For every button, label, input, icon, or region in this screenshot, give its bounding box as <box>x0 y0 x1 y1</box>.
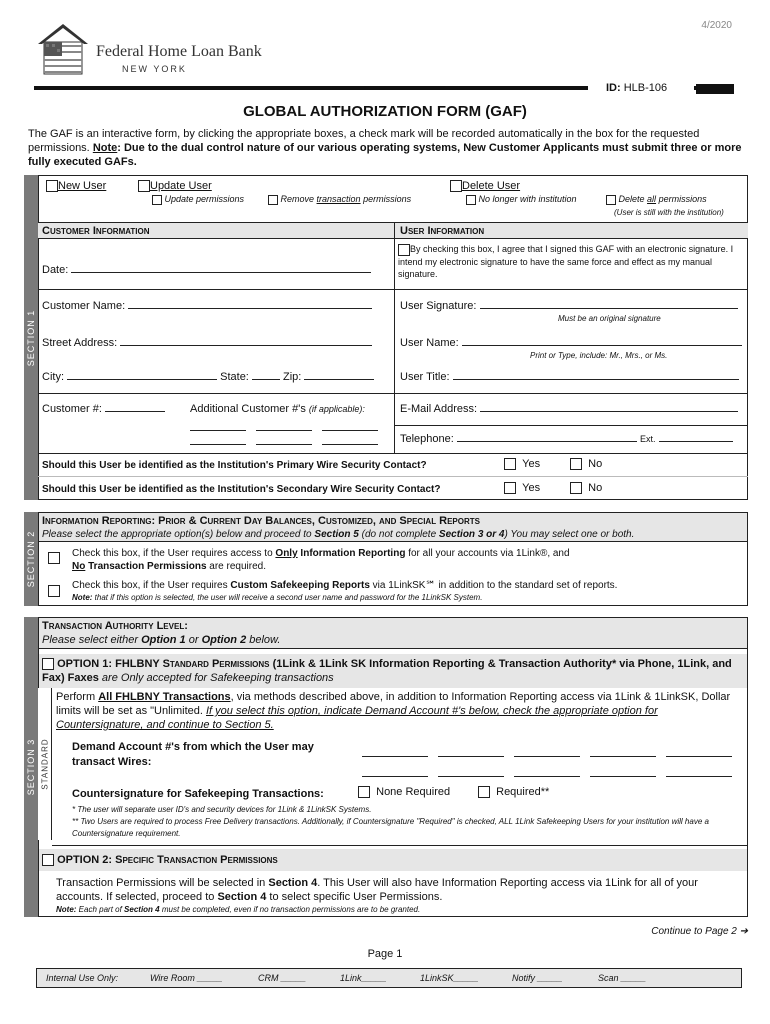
update-permissions-checkbox[interactable] <box>152 195 162 205</box>
fhlbny-logo <box>34 22 92 78</box>
section-3-instructions: Please select either Option 1 or Option 2 below. <box>42 634 281 646</box>
update-user-checkbox[interactable] <box>138 180 150 192</box>
option-2-description: Transaction Permissions will be selected in Section 4. This User will also have Information Reporting access via 1Link for all of your accounts. If selected, proceed to Section 4 to select specific User Permissions. <box>56 877 698 903</box>
none-required-option[interactable]: None Required <box>358 786 450 798</box>
section-2-instructions: Please select the appropriate option(s) below and proceed to Section 5 (do not complete Section 3 or 4) You may select one or both. <box>42 529 635 540</box>
option-2-title[interactable]: OPTION 2: Specific Transaction Permissions <box>42 854 278 866</box>
primary-no[interactable]: No <box>570 458 602 470</box>
user-signature-field[interactable]: User Signature: <box>400 300 738 312</box>
additional-customer-label: Additional Customer #'s (if applicable): <box>190 403 365 415</box>
scan-field: Scan _____ <box>598 973 647 983</box>
required-checkbox[interactable] <box>478 786 490 798</box>
secondary-yes[interactable]: Yes <box>504 482 540 494</box>
option-2-note: Note: Each part of Section 4 must be completed, even if no transaction permissions are to be granted. <box>56 905 421 914</box>
continue-link[interactable]: Continue to Page 2 ➔ <box>651 926 748 937</box>
user-name-field[interactable]: User Name: <box>400 337 742 349</box>
customer-number-field[interactable]: Customer #: <box>42 403 165 415</box>
secondary-yes-checkbox[interactable] <box>504 482 516 494</box>
required-option[interactable]: Required** <box>478 786 549 798</box>
notify-field: Notify _____ <box>512 973 563 983</box>
user-title-field[interactable]: User Title: <box>400 371 739 383</box>
delete-user-option[interactable]: Delete User <box>450 180 520 192</box>
esign-agreement[interactable]: By checking this box, I agree that I signed this GAF with an electronic signature. I intend my electronic signature to have the same force and effect as my manual signature. <box>398 244 734 279</box>
delete-all-option[interactable]: Delete all permissions <box>606 194 707 205</box>
page-number: Page 1 <box>367 948 403 960</box>
primary-no-checkbox[interactable] <box>570 458 582 470</box>
form-id: ID: HLB-106 <box>606 82 668 94</box>
crm-field: CRM _____ <box>258 973 307 983</box>
page-title: GLOBAL AUTHORIZATION FORM (GAF) <box>243 103 527 120</box>
internal-use-label: Internal Use Only: <box>46 973 119 983</box>
email-field[interactable]: E-Mail Address: <box>400 403 738 415</box>
still-with-note: (User is still with the institution) <box>614 208 724 217</box>
date-field[interactable]: Date: <box>42 264 371 276</box>
customer-info-heading: Customer Information <box>42 225 150 237</box>
remove-permissions-checkbox[interactable] <box>268 195 278 205</box>
city-state-zip-field[interactable]: City: State: Zip: <box>42 371 374 383</box>
logo-sub: NEW YORK <box>122 64 187 74</box>
demand-account-fields[interactable] <box>362 744 732 762</box>
no-longer-checkbox[interactable] <box>466 195 476 205</box>
info-reporting-only-checkbox[interactable] <box>48 549 60 567</box>
no-longer-option[interactable]: No longer with institution <box>466 194 577 205</box>
standard-bar: STANDARD <box>38 688 52 840</box>
must-be-original-note: Must be an original signature <box>558 314 661 323</box>
delete-user-checkbox[interactable] <box>450 180 462 192</box>
option-1-title[interactable]: OPTION 1: FHLBNY Standard Permissions (1Link & 1Link SK Information Reporting & Transaction Authority* via Phone, 1Link, and Fax) Faxes are Only accepted for Safekeeping transactions <box>42 658 732 684</box>
secondary-no-checkbox[interactable] <box>570 482 582 494</box>
street-address-field[interactable]: Street Address: <box>42 337 372 349</box>
remove-permissions-option[interactable]: Remove transaction permissions <box>268 194 411 205</box>
new-user-option[interactable]: New User <box>46 180 106 192</box>
option-2-checkbox[interactable] <box>42 854 54 866</box>
section-1-bar: SECTION 1 <box>24 175 38 500</box>
user-info-heading: User Information <box>400 225 485 237</box>
option-1-description: Perform All FHLBNY Transactions, via methods described above, in addition to Information Reporting access via 1Link & 1LinkSK, Dollar limits will be set as "Unlimited. If you select this option, indicate Demand Account #'s below, check the appropriate option for Countersignature, and continue to Section 5. <box>56 691 731 731</box>
esign-checkbox[interactable] <box>398 244 410 256</box>
form-date: 4/2020 <box>701 20 732 31</box>
section-3-bar: SECTION 3 <box>24 617 38 917</box>
section-2-heading: Information Reporting: Prior & Current Day Balances, Customized, and Special Reports <box>42 515 480 527</box>
section-3-heading: Transaction Authority Level: <box>42 620 188 632</box>
update-permissions-option[interactable]: Update permissions <box>152 194 244 205</box>
custom-safekeeping-checkbox[interactable] <box>48 582 60 600</box>
print-or-type-note: Print or Type, include: Mr., Mrs., or Ms. <box>530 351 668 360</box>
intro-text: The GAF is an interactive form, by clicking the appropriate boxes, a check mark will be recorded automatically in the box for the requested permissions. Note: Due to the dual control nature of our various operating systems, New Customer Applicants must submit three or more fully executed GAFs. <box>28 128 742 168</box>
custom-safekeeping-note: Note: that if this option is selected, the user will receive a second user name and password for the 1LinkSK System. <box>72 593 483 602</box>
primary-yes-checkbox[interactable] <box>504 458 516 470</box>
info-reporting-only-option: Check this box, if the User requires access to Only Information Reporting for all your accounts via 1Link®, and No Transaction Permissions are required. <box>72 548 570 572</box>
logo-name: Federal Home Loan Bank <box>96 43 262 60</box>
demand-account-label: Demand Account #'s from which the User may transact Wires: <box>72 741 314 768</box>
wire-room-field: Wire Room _____ <box>150 973 223 983</box>
footnote-2: ** Two Users are required to process Free Delivery transactions. Additionally, if Countersignature "Required" is checked, ALL 1Link Safekeeping Users for your institution will have a Countersignature requirement. <box>72 817 709 838</box>
1linksk-field: 1LinkSK_____ <box>420 973 479 983</box>
option-1-checkbox[interactable] <box>42 658 54 670</box>
custom-safekeeping-option: Check this box, if the User requires Custom Safekeeping Reports via 1LinkSK℠ in addition to the standard set of reports. <box>72 580 618 591</box>
countersignature-label: Countersignature for Safekeeping Transactions: <box>72 788 324 800</box>
footnote-1: * The user will separate user ID's and security devices for 1Link & 1LinkSK Systems. <box>72 805 372 814</box>
secondary-contact-question: Should this User be identified as the Institution's Secondary Wire Security Contact? <box>42 484 441 495</box>
new-user-checkbox[interactable] <box>46 180 58 192</box>
secondary-no[interactable]: No <box>570 482 602 494</box>
customer-name-field[interactable]: Customer Name: <box>42 300 372 312</box>
primary-contact-question: Should this User be identified as the Institution's Primary Wire Security Contact? <box>42 460 427 471</box>
1link-field: 1Link_____ <box>340 973 387 983</box>
none-required-checkbox[interactable] <box>358 786 370 798</box>
primary-yes[interactable]: Yes <box>504 458 540 470</box>
telephone-field[interactable]: Telephone: Ext. <box>400 433 733 445</box>
section-2-bar: SECTION 2 <box>24 512 38 606</box>
update-user-option[interactable]: Update User <box>138 180 212 192</box>
delete-all-checkbox[interactable] <box>606 195 616 205</box>
